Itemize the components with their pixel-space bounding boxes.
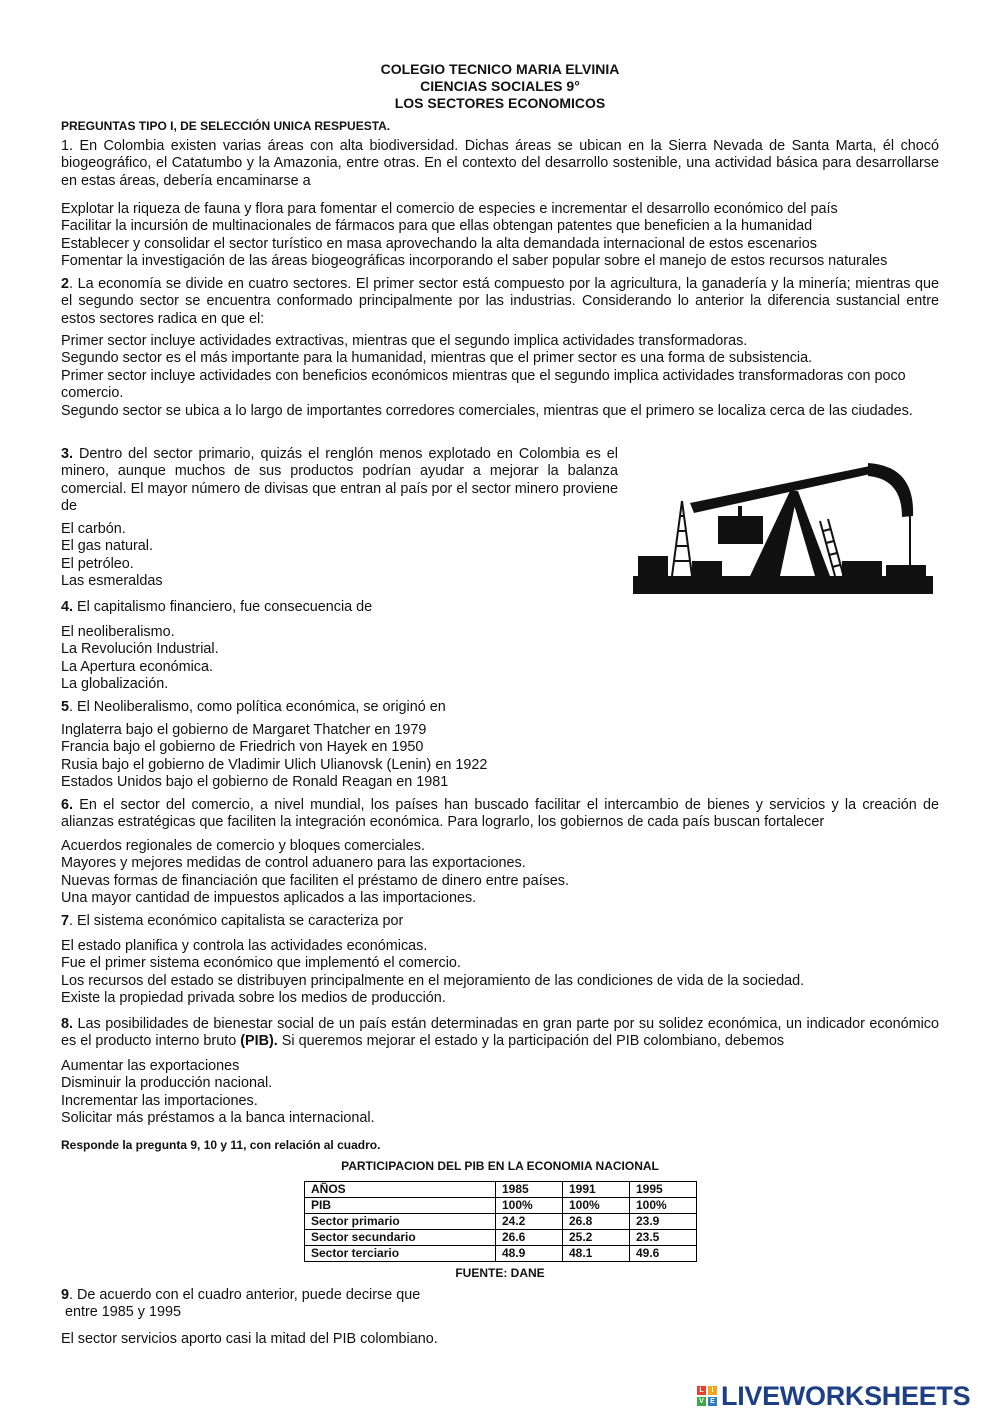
question-text: . La economía se divide en cuatro sectores. El primer sector está compuesto por la agricultura, la ganadería y la minería; mientras que el segundo sector se encuentra conformado principalmente por las industrias. Considerando lo anterior la diferencia sustancial entre estos sectores radica en que el: xyxy=(61,276,939,327)
option-item[interactable]: Disminuir la producción nacional. xyxy=(61,1075,273,1092)
table-cell: 26.8 xyxy=(563,1214,630,1230)
option-item[interactable]: El neoliberalismo. xyxy=(61,624,175,640)
option-item[interactable]: Facilitar la incursión de multinacionales de fármacos para que ellas obtengan patentes que beneficien a la humanidad xyxy=(61,218,813,235)
question-8 xyxy=(61,1016,939,1051)
option-item[interactable]: Las esmeraldas xyxy=(61,573,163,590)
ground xyxy=(633,576,933,594)
question-number: 9 xyxy=(61,1287,70,1303)
table-header-cell: 1985 xyxy=(496,1182,563,1198)
option-item[interactable]: El petróleo. xyxy=(61,555,134,572)
table-cell: 23.9 xyxy=(630,1214,697,1230)
question-9-options xyxy=(61,1331,961,1348)
option-item[interactable]: Solicitar más préstamos a la banca internacional. xyxy=(61,1110,375,1127)
question-1 xyxy=(61,138,939,190)
question-3 xyxy=(61,446,618,515)
question-4 xyxy=(61,599,939,616)
option-item[interactable]: El sector servicios aporto casi la mitad del PIB colombiano. xyxy=(61,1331,438,1347)
option-item[interactable]: Inglaterra bajo el gobierno de Margaret Thatcher en 1979 xyxy=(61,722,427,738)
question-5-options xyxy=(61,722,961,792)
question-5 xyxy=(61,699,939,716)
option-item[interactable]: Francia bajo el gobierno de Friedrich von Hayek en 1950 xyxy=(61,739,424,756)
question-number: 3. xyxy=(61,446,74,462)
table-title: PARTICIPACION DEL PIB EN LA ECONOMIA NACIONAL xyxy=(341,1159,659,1173)
option-item[interactable]: Mayores y mejores medidas de control aduanero para las exportaciones. xyxy=(61,855,526,872)
derrick xyxy=(672,501,692,576)
option-item[interactable]: El estado planifica y controla las actividades económicas. xyxy=(61,938,428,954)
table-cell: 100% xyxy=(563,1198,630,1214)
liveworksheets-icon xyxy=(697,1386,717,1406)
oil-pump-illustration xyxy=(630,461,935,594)
table-cell: 48.9 xyxy=(496,1246,563,1262)
option-item[interactable]: El gas natural. xyxy=(61,538,153,555)
table-cell: 26.6 xyxy=(496,1230,563,1246)
option-item[interactable]: Segundo sector se ubica a lo largo de importantes corredores comerciales, mientras que el primero se localiza cerca de las ciudades. xyxy=(61,402,913,419)
question-7-options xyxy=(61,938,961,1008)
question-text: Las posibilidades de bienestar social de un país están determinadas en gran parte por su solidez económica, un indicador económico es el producto interno bruto xyxy=(61,1016,939,1050)
question-text: . El sistema económico capitalista se caracteriza por xyxy=(69,913,404,929)
question-text: . De acuerdo con el cuadro anterior, puede decirse que xyxy=(69,1287,421,1303)
question-2 xyxy=(61,276,939,328)
logo-letter-l: L xyxy=(697,1386,706,1395)
question-text-continued: Si queremos mejorar el estado y la participación del PIB colombiano, debemos xyxy=(277,1033,785,1050)
question-number: 4. xyxy=(61,599,74,615)
subject-title: CIENCIAS SOCIALES 9° xyxy=(420,78,580,94)
option-item[interactable]: Explotar la riqueza de fauna y flora para fomentar el comercio de especies e incrementar el desarrollo económico del país xyxy=(61,201,838,217)
table-cell: 49.6 xyxy=(630,1246,697,1262)
question-text: El capitalismo financiero, fue consecuencia de xyxy=(73,599,373,615)
option-item[interactable]: Fue el primer sistema económico que implementó el comercio. xyxy=(61,955,461,972)
option-item[interactable]: Aumentar las exportaciones xyxy=(61,1058,240,1074)
option-item[interactable]: Fomentar la investigación de las áreas biogeográficas incorporando el saber popular sobre el manejo de estos recursos naturales xyxy=(61,253,888,270)
table-cell: 100% xyxy=(630,1198,697,1214)
question-number: 2 xyxy=(61,276,70,292)
liveworksheets-logo[interactable] xyxy=(697,1381,970,1411)
question-text: . En Colombia existen varias áreas con alta biodiversidad. Dichas áreas se ubican en la Sierra Nevada de Santa Marta, él chocó biogeográfico, el Catatumbo y la Amazonia, entre otras. En el contexto del desarrollo sostenible, una actividad básica para desarrollarse en estas áreas, debería encaminarse a xyxy=(61,138,939,189)
option-item[interactable]: Una mayor cantidad de impuestos aplicados a las importaciones. xyxy=(61,890,477,907)
option-item[interactable]: Los recursos del estado se distribuyen principalmente en el mejoramiento de las condiciones de vida de la sociedad. xyxy=(61,972,805,989)
question-number: 6. xyxy=(61,797,74,813)
horse-head xyxy=(868,463,913,517)
table-cell: PIB xyxy=(305,1198,496,1214)
table-cell: 24.2 xyxy=(496,1214,563,1230)
question-number: 5 xyxy=(61,699,70,715)
question-number: 1 xyxy=(61,138,70,154)
question-2-options xyxy=(61,333,961,420)
question-text: Dentro del sector primario, quizás el renglón menos explotado en Colombia es el minero, aunque muchos de sus productos podrían ayudar a mejorar la balanza comercial. El mayor número de divisas que entran al país por el sector minero proviene de xyxy=(61,446,618,514)
option-item[interactable]: Primer sector incluye actividades extractivas, mientras que el segundo implica actividades transformadoras. xyxy=(61,333,748,349)
question-4-options xyxy=(61,624,961,694)
option-item[interactable]: Segundo sector es el más importante para la humanidad, mientras que el primer sector es una forma de subsistencia. xyxy=(61,350,813,367)
school-title: COLEGIO TECNICO MARIA ELVINIA xyxy=(380,61,620,77)
question-8-options xyxy=(61,1058,961,1128)
table-header-cell: AÑOS xyxy=(305,1182,496,1198)
logo-letter-i: I xyxy=(708,1386,717,1395)
pib-abbreviation: (PIB). xyxy=(240,1033,278,1050)
table-row xyxy=(305,1246,697,1262)
pib-table xyxy=(304,1181,697,1262)
liveworksheets-text: LIVEWORKSHEETS xyxy=(721,1380,971,1411)
table-row xyxy=(305,1198,697,1214)
question-number: 7 xyxy=(61,913,70,929)
logo-letter-e: E xyxy=(708,1397,717,1406)
option-item[interactable]: Acuerdos regionales de comercio y bloques comerciales. xyxy=(61,838,425,854)
question-text: En el sector del comercio, a nivel mundial, los países han buscado facilitar el intercambio de bienes y servicios y la creación de alianzas estratégicas que faciliten la integración económica. Para lograrlo, los gobiernos de cada país buscan fortalecer xyxy=(61,797,939,831)
instructions: PREGUNTAS TIPO I, DE SELECCIÓN UNICA RESPUESTA. xyxy=(61,119,391,133)
option-item[interactable]: La globalización. xyxy=(61,676,169,693)
table-header-cell: 1995 xyxy=(630,1182,697,1198)
table-row xyxy=(305,1230,697,1246)
option-item[interactable]: Existe la propiedad privada sobre los medios de producción. xyxy=(61,990,446,1007)
table-cell: 25.2 xyxy=(563,1230,630,1246)
table-row xyxy=(305,1214,697,1230)
table-cell: Sector secundario xyxy=(305,1230,496,1246)
question-7 xyxy=(61,913,939,930)
table-cell: 23.5 xyxy=(630,1230,697,1246)
option-item[interactable]: El carbón. xyxy=(61,521,126,537)
question-text: . El Neoliberalismo, como política económica, se originó en xyxy=(69,699,446,715)
table-instruction: Responde la pregunta 9, 10 y 11, con relación al cuadro. xyxy=(61,1138,381,1152)
table-header-cell: 1991 xyxy=(563,1182,630,1198)
logo-letter-v: V xyxy=(697,1397,706,1406)
option-item[interactable]: Primer sector incluye actividades con beneficios económicos mientras que el segundo implica actividades transformadoras con poco comercio. xyxy=(61,367,906,402)
option-item[interactable]: La Apertura económica. xyxy=(61,658,213,675)
question-number: 8. xyxy=(61,1016,74,1032)
question-6-options xyxy=(61,838,961,908)
topic-title: LOS SECTORES ECONOMICOS xyxy=(394,95,606,111)
table-source: FUENTE: DANE xyxy=(455,1266,545,1280)
question-1-options xyxy=(61,201,961,271)
option-item[interactable]: Incrementar las importaciones. xyxy=(61,1092,258,1109)
walking-beam xyxy=(690,466,875,513)
option-item[interactable]: Establecer y consolidar el sector turístico en masa aprovechando la alta demandada internacional de estos escenarios xyxy=(61,235,817,252)
option-item[interactable]: Estados Unidos bajo el gobierno de Ronald Reagan en 1981 xyxy=(61,774,449,791)
table-cell: 100% xyxy=(496,1198,563,1214)
question-9 xyxy=(61,1287,939,1322)
question-6 xyxy=(61,797,939,832)
table-cell: Sector primario xyxy=(305,1214,496,1230)
table-cell: 48.1 xyxy=(563,1246,630,1262)
question-text-line2: entre 1985 y 1995 xyxy=(61,1304,182,1321)
table-cell: Sector terciario xyxy=(305,1246,496,1262)
table-header-row xyxy=(305,1182,697,1198)
option-item[interactable]: La Revolución Industrial. xyxy=(61,641,219,658)
option-item[interactable]: Nuevas formas de financiación que faciliten el préstamo de dinero entre países. xyxy=(61,872,569,889)
option-item[interactable]: Rusia bajo el gobierno de Vladimir Ulich Ulianovsk (Lenin) en 1922 xyxy=(61,756,488,773)
